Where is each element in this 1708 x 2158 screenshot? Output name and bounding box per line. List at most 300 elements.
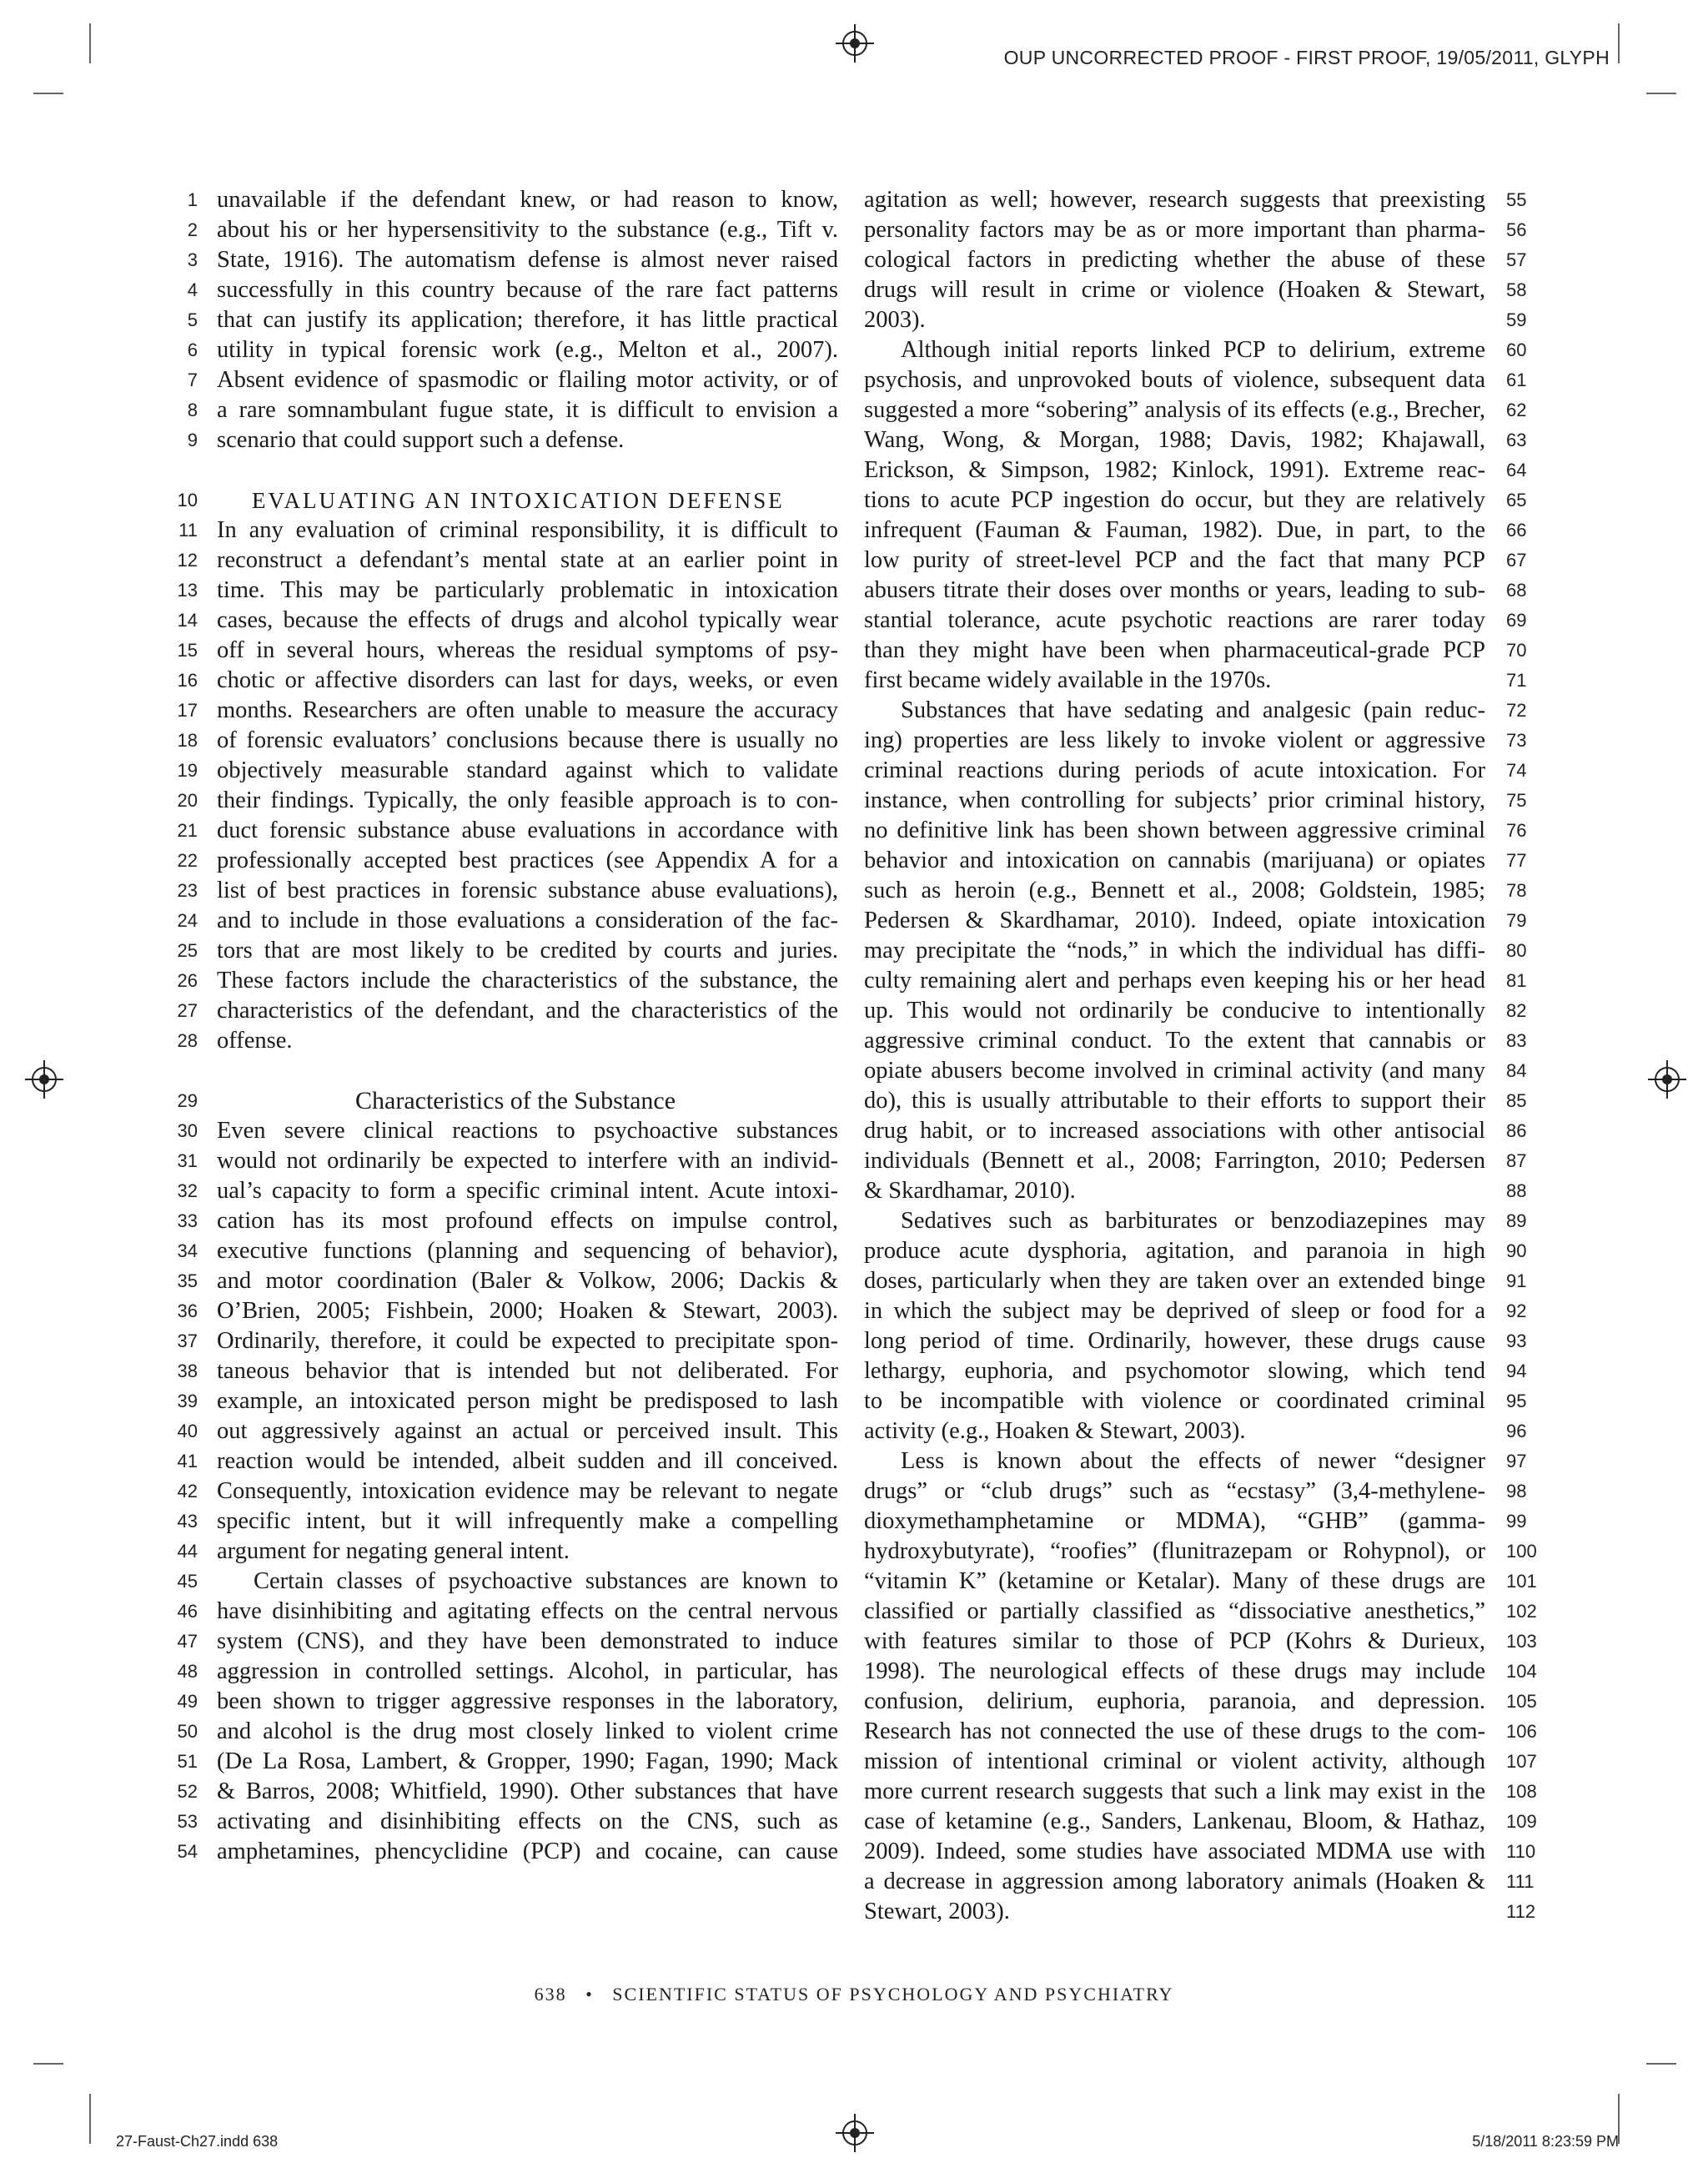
line-number: 104 (1506, 1661, 1537, 1682)
text-line (864, 275, 1527, 305)
line-text: Sedatives such as barbiturates or benzodiazepines may (901, 1208, 1485, 1234)
line-text: and to include in those evaluations a consideration of the fac- (217, 908, 838, 933)
line-number: 19 (177, 760, 198, 781)
line-number: 51 (177, 1751, 198, 1772)
line-text: Wang, Wong, & Morgan, 1988; Davis, 1982; Khajawall, (864, 427, 1485, 453)
line-number: 5 (187, 309, 198, 330)
text-line (864, 395, 1527, 425)
line-text: Research has not connected the use of these drugs to the com- (864, 1718, 1485, 1744)
line-number: 105 (1506, 1691, 1537, 1712)
text-line (177, 1356, 838, 1386)
line-text: months. Researchers are often unable to measure the accuracy (217, 697, 838, 723)
line-text: Stewart, 2003). (864, 1899, 1010, 1924)
line-text: been shown to trigger aggressive responses in the laboratory, (217, 1688, 838, 1714)
line-number: 17 (177, 700, 198, 721)
line-number: 10 (177, 490, 198, 511)
line-number: 49 (177, 1691, 198, 1712)
line-text: list of best practices in forensic substance abuse evaluations), (217, 878, 838, 903)
text-line (864, 1897, 1536, 1927)
text-line (187, 425, 838, 455)
line-text: offense. (217, 1028, 293, 1054)
line-text: reconstruct a defendant’s mental state at an earlier point in (217, 547, 838, 573)
text-line (864, 1116, 1527, 1146)
registration-mark-icon (842, 2120, 867, 2145)
line-text: amphetamines, phencyclidine (PCP) and cocaine, can cause (217, 1839, 838, 1864)
line-number: 95 (1506, 1391, 1527, 1411)
text-line (864, 1146, 1527, 1176)
text-line (864, 1777, 1537, 1807)
line-text: cation has its most profound effects on impulse control, (217, 1208, 838, 1234)
line-text: drugs will result in crime or violence (Hoaken & Stewart, (864, 277, 1485, 303)
text-line (864, 1326, 1527, 1356)
line-number: 65 (1506, 490, 1527, 511)
line-text: Less is known about the effects of newer “designer (901, 1448, 1485, 1474)
heading-text: EVALUATING AN INTOXICATION DEFENSE (252, 488, 785, 513)
text-line (864, 996, 1527, 1026)
text-line (864, 696, 1527, 726)
line-number: 67 (1506, 550, 1527, 571)
text-line (864, 1687, 1537, 1717)
text-line (864, 1627, 1537, 1657)
line-number: 83 (1506, 1030, 1527, 1051)
registration-mark-icon (1655, 1067, 1680, 1092)
text-line (864, 1386, 1527, 1416)
line-number: 37 (177, 1331, 198, 1351)
line-text: time. This may be particularly problematic in intoxication (217, 577, 838, 603)
line-number: 44 (177, 1541, 198, 1562)
line-text: individuals (Bennett et al., 2008; Farrington, 2010; Pedersen (864, 1148, 1485, 1174)
line-text: in which the subject may be deprived of sleep or food for a (864, 1298, 1485, 1324)
line-number: 46 (177, 1601, 198, 1622)
line-number: 58 (1506, 279, 1527, 300)
line-text: scenario that could support such a defense. (217, 427, 625, 453)
line-text: system (CNS), and they have been demonstrated to induce (217, 1628, 838, 1654)
line-number: 18 (177, 730, 198, 751)
line-text: lethargy, euphoria, and psychomotor slowing, which tend (864, 1358, 1485, 1384)
line-text: opiate abusers become involved in criminal activity (and many (864, 1058, 1485, 1084)
text-line (864, 666, 1527, 696)
text-line (864, 1086, 1527, 1116)
line-text: characteristics of the defendant, and the characteristics of the (217, 998, 838, 1024)
line-number: 45 (177, 1571, 198, 1592)
crop-mark (33, 93, 63, 94)
text-line (177, 906, 838, 936)
line-text: Certain classes of psychoactive substances are known to (254, 1568, 838, 1594)
line-text: utility in typical forensic work (e.g., Melton et al., 2007). (217, 337, 838, 363)
line-number: 94 (1506, 1361, 1527, 1381)
line-text: suggested a more “sobering” analysis of its effects (e.g., Brecher, (864, 397, 1485, 423)
text-line (177, 786, 838, 816)
text-line (864, 1567, 1537, 1597)
text-line (177, 816, 838, 846)
line-text: that can justify its application; therefore, it has little practical (217, 307, 838, 333)
text-line (864, 1296, 1527, 1326)
line-text: unavailable if the defendant knew, or had reason to know, (217, 187, 838, 213)
text-line (177, 756, 838, 786)
line-number: 98 (1506, 1481, 1527, 1502)
line-text: professionally accepted best practices (see Appendix A for a (217, 848, 838, 873)
text-line (187, 395, 838, 425)
text-line (864, 335, 1527, 365)
line-text: tions to acute PCP ingestion do occur, but they are relatively (864, 487, 1485, 513)
text-line (864, 1056, 1527, 1086)
line-text: Erickson, & Simpson, 1982; Kinlock, 1991). Extreme reac- (864, 457, 1485, 483)
text-line (864, 245, 1527, 275)
line-text: long period of time. Ordinarily, however, these drugs cause (864, 1328, 1485, 1354)
line-number: 101 (1506, 1571, 1537, 1592)
line-text: criminal reactions during periods of acute intoxication. For (864, 757, 1485, 783)
line-text: case of ketamine (e.g., Sanders, Lankenau, Bloom, & Hathaz, (864, 1808, 1485, 1834)
line-number: 54 (177, 1841, 198, 1862)
text-line (864, 455, 1527, 485)
crop-mark (89, 23, 91, 63)
text-line (864, 1657, 1537, 1687)
timestamp: 5/18/2011 8:23:59 PM (1472, 2133, 1619, 2150)
text-line (864, 636, 1527, 666)
line-text: 2003). (864, 307, 926, 333)
line-text: successfully in this country because of the rare fact patterns (217, 277, 838, 303)
line-text: cological factors in predicting whether the abuse of these (864, 247, 1485, 273)
line-number: 97 (1506, 1451, 1527, 1471)
text-line (864, 606, 1527, 636)
text-line (187, 215, 838, 245)
line-number: 68 (1506, 580, 1527, 601)
line-number: 31 (177, 1150, 198, 1171)
text-line (187, 305, 838, 335)
line-text: Although initial reports linked PCP to delirium, extreme (901, 337, 1485, 363)
line-number: 75 (1506, 790, 1527, 811)
text-line (864, 1026, 1527, 1056)
line-number: 20 (177, 790, 198, 811)
line-number: 70 (1506, 640, 1527, 661)
text-line (864, 1266, 1527, 1296)
line-text: 1998). The neurological effects of these drugs may include (864, 1658, 1485, 1684)
line-number: 78 (1506, 880, 1527, 901)
line-text: activating and disinhibiting effects on the CNS, such as (217, 1808, 838, 1834)
text-line (864, 516, 1527, 546)
line-number: 21 (177, 820, 198, 841)
line-number: 3 (187, 249, 198, 270)
text-line (177, 996, 838, 1026)
text-line (864, 1206, 1527, 1236)
proof-header: OUP UNCORRECTED PROOF - FIRST PROOF, 19/05/2011, GLYPH (1003, 47, 1610, 68)
line-text: their findings. Typically, the only feasible approach is to con- (217, 787, 838, 813)
line-number: 40 (177, 1421, 198, 1441)
line-number: 11 (178, 520, 198, 541)
line-number: 92 (1506, 1300, 1527, 1321)
text-line (177, 1687, 838, 1717)
line-number: 22 (177, 850, 198, 871)
line-number: 73 (1506, 730, 1527, 751)
text-line (177, 1837, 838, 1867)
text-line (864, 876, 1527, 906)
line-number: 77 (1506, 850, 1527, 871)
text-line (177, 1266, 838, 1296)
text-line (864, 365, 1527, 395)
left-text-column (177, 185, 838, 1867)
text-line (864, 1537, 1537, 1567)
line-number: 27 (177, 1000, 198, 1021)
line-number: 28 (177, 1030, 198, 1051)
line-number: 56 (1506, 219, 1527, 240)
text-line (177, 606, 838, 636)
line-number: 66 (1506, 520, 1527, 541)
line-number: 90 (1506, 1240, 1527, 1261)
text-line (864, 906, 1527, 936)
text-line (864, 1176, 1527, 1206)
line-number: 106 (1506, 1721, 1537, 1742)
text-line (177, 1567, 838, 1597)
text-line (864, 726, 1527, 756)
page-footer (0, 1984, 1708, 2005)
text-line (177, 1717, 838, 1747)
text-line (187, 335, 838, 365)
line-number: 89 (1506, 1210, 1527, 1231)
page-number: 638 (534, 1984, 567, 2005)
line-text: aggressive criminal conduct. To the extent that cannabis or (864, 1028, 1485, 1054)
line-text: & Skardhamar, 2010). (864, 1178, 1076, 1204)
line-text: to be incompatible with violence or coordinated criminal (864, 1388, 1485, 1414)
line-text: such as heroin (e.g., Bennett et al., 2008; Goldstein, 1985; (864, 878, 1485, 903)
line-number: 55 (1506, 189, 1527, 210)
section-heading (177, 485, 838, 516)
text-line (177, 576, 838, 606)
line-text: State, 1916). The automatism defense is almost never raised (217, 247, 838, 273)
line-text: more current research suggests that such a link may exist in the (864, 1778, 1485, 1804)
line-number: 111 (1506, 1871, 1535, 1892)
text-line (177, 666, 838, 696)
crop-mark (1618, 23, 1620, 63)
heading-text: Characteristics of the Substance (355, 1087, 676, 1114)
line-text: example, an intoxicated person might be predisposed to lash (217, 1388, 838, 1414)
text-line (187, 245, 838, 275)
text-line (864, 1717, 1537, 1747)
line-number: 74 (1506, 760, 1527, 781)
line-text: no definitive link has been shown between aggressive criminal (864, 817, 1485, 843)
line-number: 57 (1506, 249, 1527, 270)
text-line (177, 1446, 838, 1476)
line-text: aggression in controlled settings. Alcohol, in particular, has (217, 1658, 838, 1684)
line-number: 26 (177, 970, 198, 991)
line-text: In any evaluation of criminal responsibility, it is difficult to (217, 517, 838, 543)
line-number: 107 (1506, 1751, 1537, 1772)
line-number: 35 (177, 1270, 198, 1291)
line-number: 16 (177, 670, 198, 691)
line-text: psychosis, and unprovoked bouts of violence, subsequent data (864, 367, 1485, 393)
line-text: culty remaining alert and perhaps even keeping his or her head (864, 968, 1485, 993)
registration-mark-icon (32, 1067, 57, 1092)
line-text: ual’s capacity to form a specific criminal intent. Acute intoxi- (217, 1178, 838, 1204)
text-line (864, 215, 1527, 245)
line-number: 42 (177, 1481, 198, 1502)
text-line (177, 1476, 838, 1507)
line-text: have disinhibiting and agitating effects on the central nervous (217, 1598, 838, 1624)
text-line (864, 786, 1527, 816)
line-text: taneous behavior that is intended but not deliberated. For (217, 1358, 838, 1384)
line-number: 84 (1506, 1060, 1527, 1081)
text-line (177, 1026, 838, 1056)
line-text: chotic or affective disorders can last for days, weeks, or even (217, 667, 838, 693)
line-text: hydroxybutyrate), “roofies” (flunitrazepam or Rohypnol), or (864, 1538, 1485, 1564)
line-text: than they might have been when pharmaceutical-grade PCP (864, 637, 1485, 663)
line-number: 43 (177, 1511, 198, 1532)
line-number: 59 (1506, 309, 1527, 330)
text-line (864, 425, 1527, 455)
line-number: 71 (1506, 670, 1527, 691)
line-number: 112 (1506, 1901, 1536, 1922)
line-text: Consequently, intoxication evidence may be relevant to negate (217, 1478, 838, 1504)
line-number: 1 (187, 189, 198, 210)
line-text: about his or her hypersensitivity to the substance (e.g., Tift v. (217, 217, 838, 243)
line-number: 99 (1506, 1511, 1527, 1532)
text-line (864, 1446, 1527, 1476)
text-line (177, 696, 838, 726)
line-text: argument for negating general intent. (217, 1538, 570, 1564)
line-text: infrequent (Fauman & Fauman, 1982). Due, in part, to the (864, 517, 1485, 543)
line-text: may precipitate the “nods,” in which the individual has diffi- (864, 938, 1485, 963)
text-line (177, 1386, 838, 1416)
line-number: 52 (177, 1781, 198, 1802)
line-number: 8 (187, 400, 198, 420)
text-line (864, 546, 1527, 576)
line-text: & Barros, 2008; Whitfield, 1990). Other substances that have (217, 1778, 838, 1804)
line-text: would not ordinarily be expected to interfere with an individ- (217, 1148, 838, 1174)
line-number: 82 (1506, 1000, 1527, 1021)
text-line (177, 876, 838, 906)
line-number: 109 (1506, 1811, 1537, 1832)
text-line (864, 1837, 1536, 1867)
section-heading (177, 1086, 838, 1116)
line-number: 25 (177, 940, 198, 961)
line-number: 87 (1506, 1150, 1527, 1171)
line-number: 34 (177, 1240, 198, 1261)
text-line (864, 966, 1527, 996)
line-text: ing) properties are less likely to invoke violent or aggressive (864, 727, 1485, 753)
text-line (177, 1116, 838, 1146)
line-number: 4 (187, 279, 198, 300)
line-number: 2 (187, 219, 198, 240)
text-line (177, 1326, 838, 1356)
text-line (177, 1206, 838, 1236)
text-line (187, 185, 838, 215)
line-text: (De La Rosa, Lambert, & Gropper, 1990; Fagan, 1990; Mack (217, 1748, 838, 1774)
line-number: 76 (1506, 820, 1527, 841)
line-text: O’Brien, 2005; Fishbein, 2000; Hoaken & Stewart, 2003). (217, 1298, 838, 1324)
text-line (177, 1176, 838, 1206)
text-line (864, 816, 1527, 846)
line-text: personality factors may be as or more important than pharma- (864, 217, 1485, 243)
line-number: 96 (1506, 1421, 1527, 1441)
line-number: 110 (1506, 1841, 1536, 1862)
line-number: 15 (177, 640, 198, 661)
line-text: and motor coordination (Baler & Volkow, 2006; Dackis & (217, 1268, 838, 1294)
line-number: 39 (177, 1391, 198, 1411)
line-number: 24 (177, 910, 198, 931)
text-line (177, 1146, 838, 1176)
line-text: do), this is usually attributable to their efforts to support their (864, 1088, 1485, 1114)
line-text: Ordinarily, therefore, it could be expected to precipitate spon- (217, 1328, 838, 1354)
line-text: confusion, delirium, euphoria, paranoia, and depression. (864, 1688, 1485, 1714)
blank-line (217, 1056, 838, 1086)
blank-line (217, 455, 838, 485)
crop-mark (33, 2063, 63, 2065)
line-number: 62 (1506, 400, 1527, 420)
text-line (177, 546, 838, 576)
line-text: first became widely available in the 1970s. (864, 667, 1272, 693)
line-text: a decrease in aggression among laboratory animals (Hoaken & (864, 1869, 1485, 1894)
crop-mark (89, 2094, 91, 2144)
text-line (177, 1597, 838, 1627)
line-number: 38 (177, 1361, 198, 1381)
line-number: 36 (177, 1300, 198, 1321)
text-line (864, 185, 1527, 215)
line-number: 41 (177, 1451, 198, 1471)
line-text: activity (e.g., Hoaken & Stewart, 2003). (864, 1418, 1246, 1444)
line-text: a rare somnambulant fugue state, it is difficult to envision a (217, 397, 838, 423)
line-text: instance, when controlling for subjects’ prior criminal history, (864, 787, 1485, 813)
text-line (864, 1236, 1527, 1266)
line-text: duct forensic substance abuse evaluations in accordance with (217, 817, 838, 843)
text-line (864, 1356, 1527, 1386)
line-text: drugs” or “club drugs” such as “ecstasy” (3,4-methylene- (864, 1478, 1485, 1504)
right-text-column (864, 185, 1537, 1927)
text-line (177, 636, 838, 666)
line-text: executive functions (planning and sequencing of behavior), (217, 1238, 838, 1264)
text-line (177, 936, 838, 966)
text-line (177, 1507, 838, 1537)
text-line (864, 756, 1527, 786)
line-number: 93 (1506, 1331, 1527, 1351)
line-number: 91 (1506, 1270, 1527, 1291)
line-text: dioxymethamphetamine or MDMA), “GHB” (gamma- (864, 1508, 1485, 1534)
line-text: cases, because the effects of drugs and alcohol typically wear (217, 607, 838, 633)
line-number: 63 (1506, 430, 1527, 450)
line-text: Even severe clinical reactions to psychoactive substances (217, 1118, 838, 1144)
text-line (177, 1777, 838, 1807)
line-text: out aggressively against an actual or perceived insult. This (217, 1418, 838, 1444)
text-line (177, 846, 838, 876)
text-line (177, 1627, 838, 1657)
file-info: 27-Faust-Ch27.indd 638 (116, 2133, 279, 2150)
text-line (177, 726, 838, 756)
line-number: 80 (1506, 940, 1527, 961)
line-number: 23 (177, 880, 198, 901)
line-text: with features similar to those of PCP (Kohrs & Durieux, (864, 1628, 1485, 1654)
line-number: 47 (177, 1631, 198, 1652)
line-text: abusers titrate their doses over months or years, leading to sub- (864, 577, 1485, 603)
line-text: mission of intentional criminal or violent activity, although (864, 1748, 1485, 1774)
line-text: These factors include the characteristics of the substance, the (217, 968, 838, 993)
line-number: 33 (177, 1210, 198, 1231)
text-line (178, 516, 838, 546)
text-line (177, 1236, 838, 1266)
line-number: 12 (177, 550, 198, 571)
line-number: 72 (1506, 700, 1527, 721)
line-text: low purity of street-level PCP and the fact that many PCP (864, 547, 1485, 573)
line-text: up. This would not ordinarily be conducive to intentionally (864, 998, 1485, 1024)
text-line (864, 1507, 1527, 1537)
footer-bullet: • (585, 1984, 594, 2005)
line-number: 81 (1506, 970, 1527, 991)
line-text: produce acute dysphoria, agitation, and paranoia in high (864, 1238, 1485, 1264)
line-text: stantial tolerance, acute psychotic reactions are rarer today (864, 607, 1485, 633)
text-line (864, 305, 1527, 335)
text-line (864, 1747, 1537, 1777)
text-line (864, 846, 1527, 876)
text-line (177, 1537, 838, 1567)
line-text: specific intent, but it will infrequently make a compelling (217, 1508, 838, 1534)
line-number: 69 (1506, 610, 1527, 631)
